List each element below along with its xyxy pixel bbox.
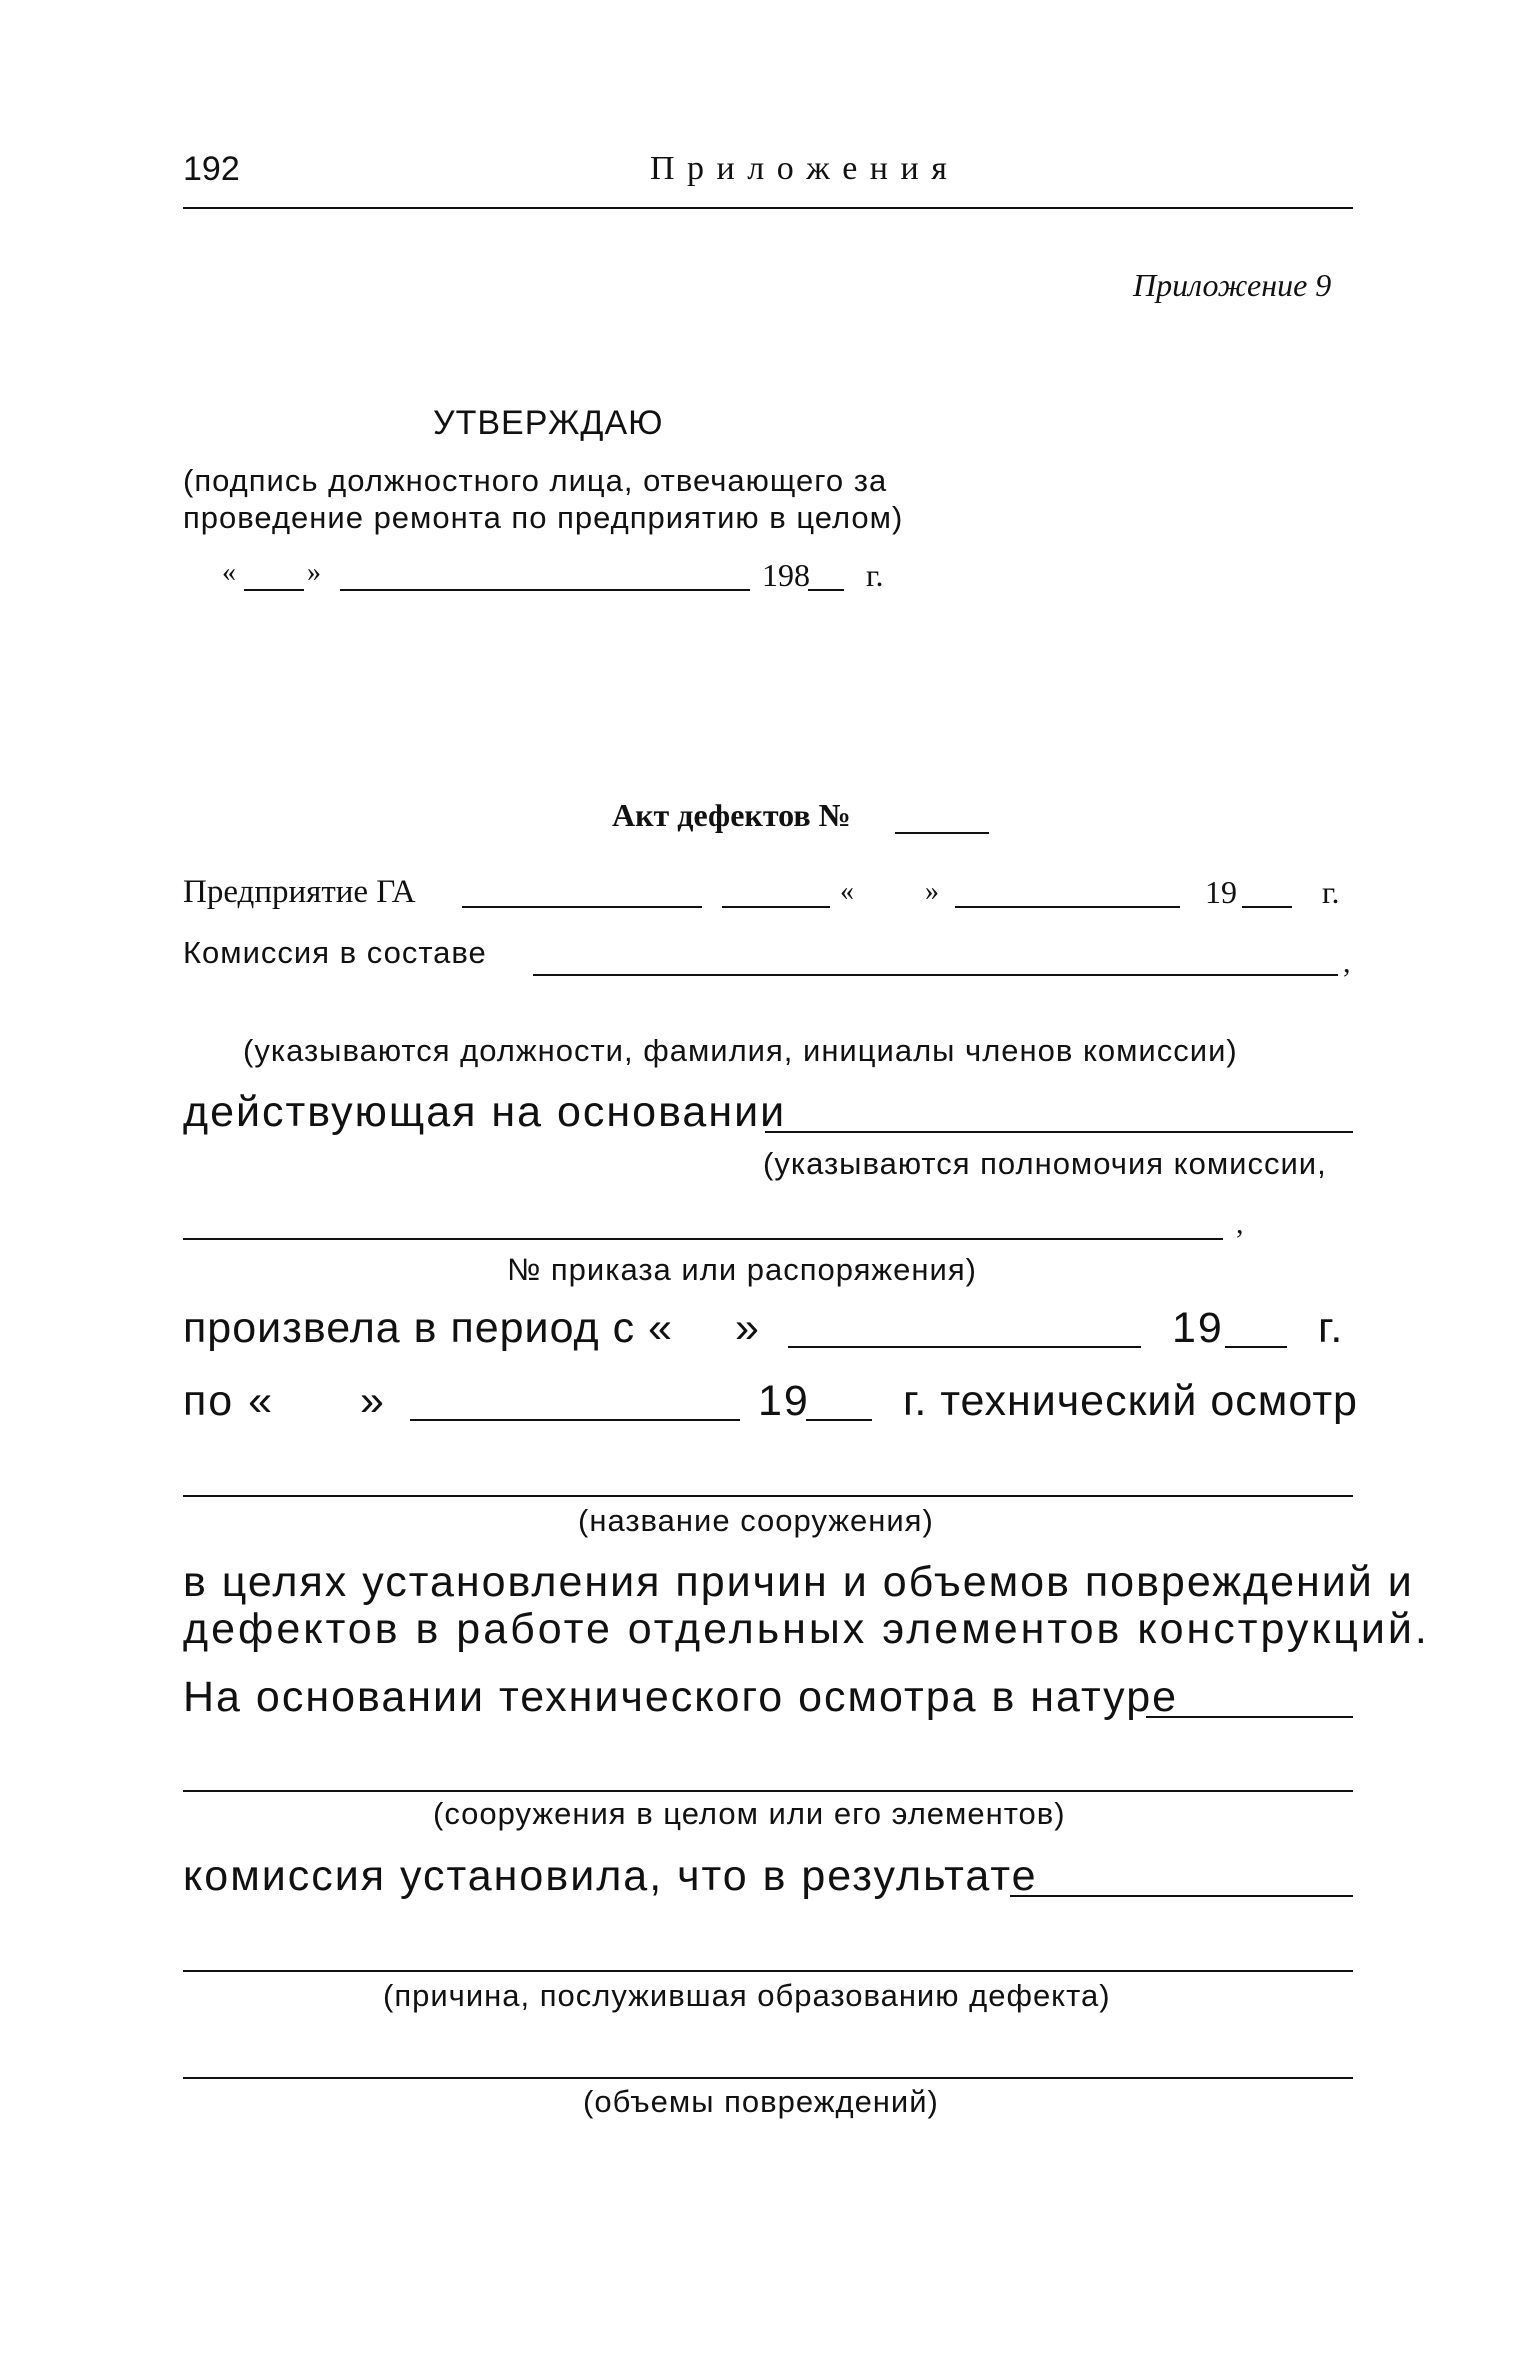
basis-field[interactable] xyxy=(765,1131,1353,1133)
finding-label: комиссия установила, что в результате xyxy=(183,1852,1038,1900)
inspection-caption: (сооружения в целом или его элементов) xyxy=(433,1796,1066,1831)
commission-caption: (указываются должности, фамилия, инициалы членов комиссии) xyxy=(243,1033,1238,1068)
enterprise-year-suffix: г. xyxy=(1322,874,1340,910)
enterprise-year: 19 xyxy=(1205,874,1237,910)
period-to-close-quote: » xyxy=(360,1377,386,1425)
period-from-year-field[interactable] xyxy=(1225,1346,1287,1348)
enterprise-name-field[interactable] xyxy=(462,906,702,908)
approval-close-quote: » xyxy=(307,557,321,588)
period-to-year: 19 xyxy=(758,1377,810,1425)
running-title: П р и л о ж е н и я xyxy=(650,150,949,187)
finding-field[interactable] xyxy=(1010,1895,1353,1897)
period-from-year: 19 xyxy=(1172,1304,1224,1352)
inspection-label: На основании технического осмотра в натуре xyxy=(183,1673,1179,1721)
purpose-line2: дефектов в работе отдельных элементов конструкций. xyxy=(183,1605,1430,1653)
period-to-suffix: г. технический осмотр xyxy=(903,1377,1358,1425)
approval-year-field[interactable] xyxy=(808,589,844,591)
approval-year: 198 xyxy=(762,557,810,593)
enterprise-year-field[interactable] xyxy=(1242,906,1292,908)
period-from-close-quote: » xyxy=(735,1304,761,1352)
enterprise-open-quote: « xyxy=(840,876,854,907)
period-to-year-field[interactable] xyxy=(806,1419,872,1421)
finding-caption: (причина, послужившая образованию дефекта) xyxy=(383,1978,1111,2013)
approval-title: УТВЕРЖДАЮ xyxy=(433,404,664,442)
commission-members-field[interactable] xyxy=(533,974,1338,976)
period-from-year-suffix: г. xyxy=(1318,1304,1345,1352)
basis-caption-line1: (указываются полномочия комиссии, xyxy=(763,1146,1327,1181)
structure-caption: (название сооружения) xyxy=(578,1503,934,1538)
structure-field[interactable] xyxy=(183,1495,1353,1497)
approval-day-field[interactable] xyxy=(244,589,304,591)
basis-field-continued[interactable] xyxy=(183,1238,1223,1240)
approval-caption-line2: проведение ремонта по предприятию в целом) xyxy=(183,500,904,535)
page-number: 192 xyxy=(183,150,240,188)
enterprise-extra-field[interactable] xyxy=(722,906,830,908)
period-from-label: произвела в период с « xyxy=(183,1304,673,1352)
inspection-field-continued[interactable] xyxy=(183,1790,1353,1792)
basis-caption-line2: № приказа или распоряжения) xyxy=(507,1252,977,1287)
commission-comma: , xyxy=(1343,946,1351,979)
approval-caption-line1: (подпись должностного лица, отвечающего за xyxy=(183,463,888,498)
finding-field-continued[interactable] xyxy=(183,1970,1353,1972)
appendix-label: Приложение 9 xyxy=(1133,267,1332,303)
commission-label: Комиссия в составе xyxy=(183,935,487,970)
act-number-field[interactable] xyxy=(895,832,989,834)
enterprise-month-field[interactable] xyxy=(955,906,1180,908)
damage-caption: (объемы повреждений) xyxy=(583,2084,939,2119)
purpose-line1: в целях установления причин и объемов повреждений и xyxy=(183,1558,1414,1606)
approval-month-field[interactable] xyxy=(340,589,750,591)
period-from-month-field[interactable] xyxy=(788,1346,1141,1348)
period-to-label: по « xyxy=(183,1377,275,1425)
enterprise-label: Предприятие ГА xyxy=(183,874,416,910)
period-to-month-field[interactable] xyxy=(410,1419,740,1421)
act-title: Акт дефектов № xyxy=(612,797,851,833)
header-rule xyxy=(183,207,1353,209)
enterprise-close-quote: » xyxy=(925,876,939,907)
inspection-field[interactable] xyxy=(1146,1716,1353,1718)
approval-open-quote: « xyxy=(222,557,236,588)
basis-comma: , xyxy=(1236,1207,1244,1240)
approval-year-suffix: г. xyxy=(866,557,884,593)
damage-field[interactable] xyxy=(183,2077,1353,2079)
basis-label: действующая на основании xyxy=(183,1088,787,1136)
